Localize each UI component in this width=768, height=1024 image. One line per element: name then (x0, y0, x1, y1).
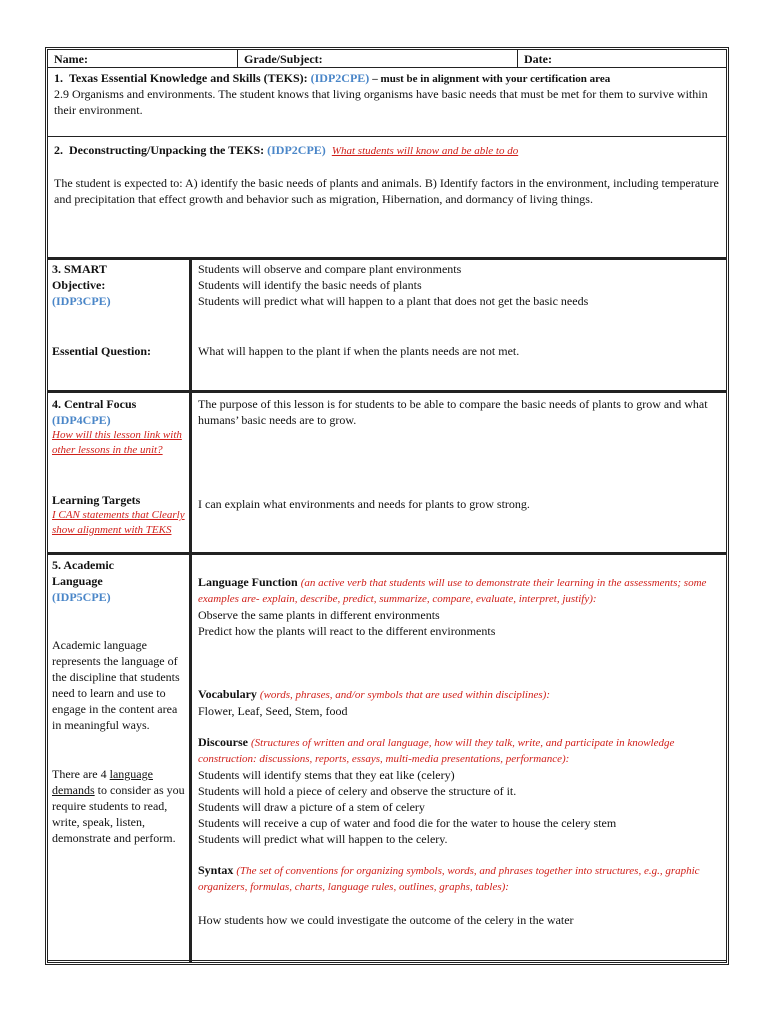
learning-targets-label (52, 492, 187, 538)
idp-code: (IDP2CPE) (310, 71, 370, 85)
section-title: 5. Academic (52, 558, 114, 572)
discourse-note: (Structures of written and oral language, how will they talk, write, and participate in knowledge construction: discussions, reports, essays, multi-media presentations, performance): (198, 737, 675, 765)
section-title: Objective: (52, 278, 106, 292)
vocabulary-block (198, 686, 726, 719)
learning-targets-text: I can explain what environments and needs for plants to grow strong. (198, 497, 530, 511)
section-smart-label (52, 261, 187, 309)
discourse-item: Students will draw a picture of a stem of celery (198, 800, 425, 814)
demands-text: There are 4 (52, 767, 107, 781)
header-row (48, 50, 726, 68)
section-academic-language-label (52, 557, 187, 605)
objective-item: Students will predict what will happen to a plant that does not get the basic needs (198, 294, 589, 308)
lesson-plan-page (45, 47, 729, 965)
section-teks-heading (54, 70, 724, 87)
discourse-block (198, 735, 726, 847)
grade-subject-label: Grade/Subject: (244, 52, 323, 66)
objective-item: Students will observe and compare plant environments (198, 262, 462, 276)
vocabulary-note: (words, phrases, and/or symbols that are used within disciplines): (259, 689, 550, 701)
column-divider (189, 258, 192, 962)
section-unpacking (48, 137, 726, 257)
demands-text: to consider as you require students to read, write, speak, listen, demonstrate and perform. (52, 783, 185, 845)
objective-item: Students will identify the basic needs of plants (198, 278, 422, 292)
syntax-note: (The set of conventions for organizing symbols, words, and phrases together into structures, e.g., graphic organizers, formulas, charts, language rules, outlines, graphs, tables): (198, 865, 700, 893)
language-function-note: (an active verb that students will use to demonstrate their learning in the assessments; some examples are- explain, describe, predict, summarize, compare, evaluate, interpret, justify): (198, 577, 707, 605)
idp-code: (IDP2CPE) (267, 143, 326, 157)
section-title: Language (52, 574, 103, 588)
language-function-label: Language Function (198, 575, 298, 589)
language-function-block (198, 575, 726, 639)
divider (237, 50, 238, 67)
divider (48, 552, 726, 555)
section-title: Learning Targets (52, 493, 141, 507)
name-label: Name: (54, 52, 88, 66)
language-function-item: Observe the same plants in different environments (198, 608, 440, 622)
section-note: What students will know and be able to do (331, 145, 519, 157)
section-title: 3. SMART (52, 262, 107, 276)
essential-question-label: Essential Question: (52, 344, 152, 358)
objectives-list (198, 261, 726, 309)
demands-underlined: language demands (52, 767, 153, 797)
academic-language-description: Academic language represents the language of the discipline that students need to learn and use to engage in the content area in meaningful ways. (52, 638, 180, 732)
syntax-text: How students how we could investigate the outcome of the celery in the water (198, 913, 574, 927)
section-note: – must be in alignment with your certification area (372, 73, 611, 85)
section-title: 4. Central Focus (52, 397, 137, 411)
date-label: Date: (524, 52, 552, 66)
section-number: 1. (54, 71, 63, 85)
section-central-focus-label (52, 396, 187, 458)
discourse-item: Students will predict what will happen to the celery. (198, 832, 448, 846)
discourse-label: Discourse (198, 735, 248, 749)
section-title: Texas Essential Knowledge and Skills (TEKS): (69, 71, 308, 85)
central-focus-text: The purpose of this lesson is for students to be able to compare the basic needs of plants to grow and what humans’ basic needs are to grow. (198, 397, 708, 427)
section-prompt: I CAN statements that Clearly show alignment with TEKS (52, 509, 185, 536)
divider (48, 960, 726, 961)
vocabulary-label: Vocabulary (198, 687, 257, 701)
language-demands-text (52, 766, 187, 846)
idp-code: (IDP4CPE) (52, 413, 111, 427)
section-prompt: How will this lesson link with other lessons in the unit? (52, 429, 182, 456)
discourse-item: Students will identify stems that they eat like (celery) (198, 768, 455, 782)
syntax-label: Syntax (198, 863, 234, 877)
idp-code: (IDP3CPE) (52, 294, 111, 308)
syntax-block (198, 863, 726, 895)
language-function-item: Predict how the plants will react to the different environments (198, 624, 496, 638)
section-title: Deconstructing/Unpacking the TEKS: (69, 143, 265, 157)
divider (48, 257, 726, 260)
divider (48, 390, 726, 393)
idp-code: (IDP5CPE) (52, 590, 111, 604)
section-teks-body: 2.9 Organisms and environments. The student knows that living organisms have basic needs that must be met for them to survive within their environment. (54, 87, 708, 117)
section-number: 2. (54, 143, 63, 157)
section-unpacking-heading (54, 142, 724, 159)
discourse-item: Students will hold a piece of celery and observe the structure of it. (198, 784, 517, 798)
essential-question-text: What will happen to the plant if when the plants needs are not met. (198, 344, 520, 358)
section-teks (48, 68, 726, 136)
vocabulary-text: Flower, Leaf, Seed, Stem, food (198, 704, 348, 718)
discourse-item: Students will receive a cup of water and food die for the water to house the celery stem (198, 816, 617, 830)
section-unpacking-body: The student is expected to: A) identify the basic needs of plants and animals. B) Identify factors in the environment, including temperature and precipitation that effect growth and behavior such as migration, Hibernation, and dormancy of living things. (54, 176, 719, 206)
divider (517, 50, 518, 67)
